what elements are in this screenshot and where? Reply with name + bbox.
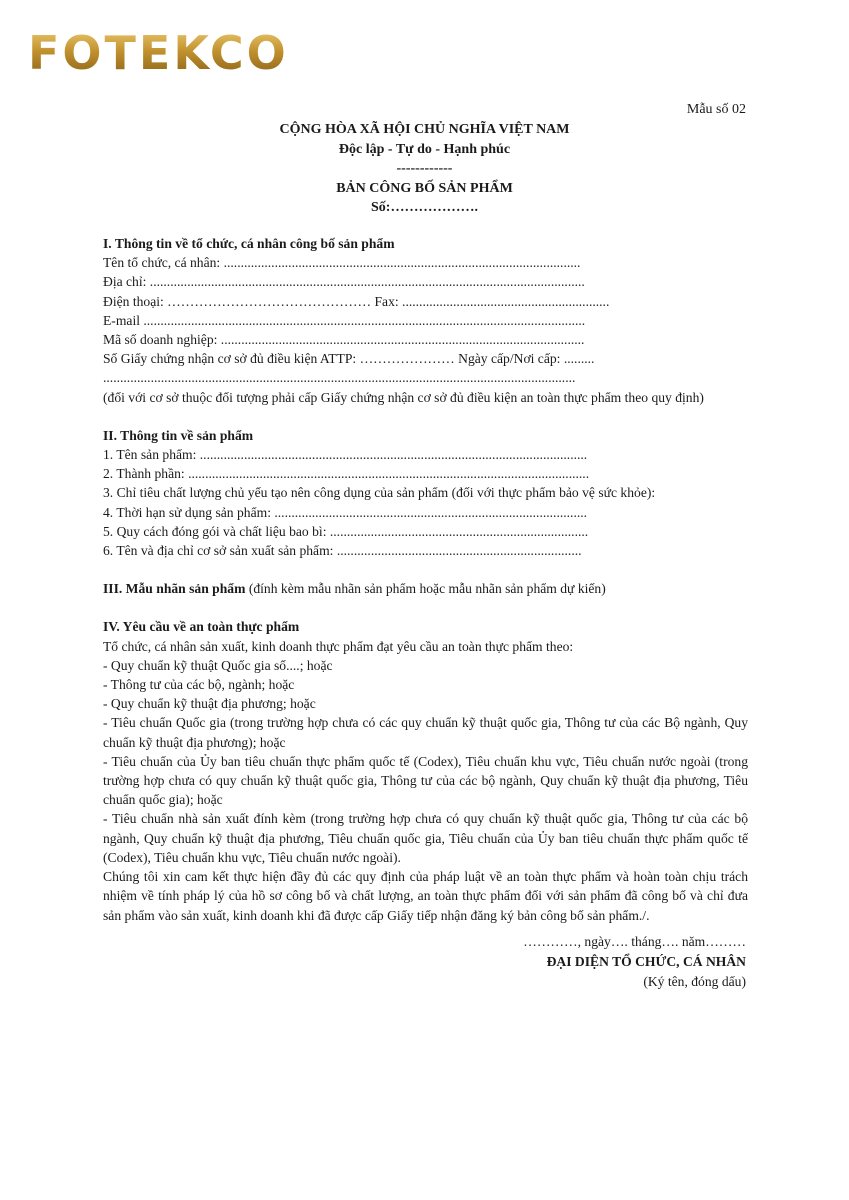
header-divider: ------------ <box>396 161 453 176</box>
attp-certificate-note: (đối với cơ sở thuộc đối tượng phải cấp Giấy chứng nhận cơ sở đủ điều kiện an toàn thực phẩm theo quy định) <box>103 389 704 405</box>
section-3-title: III. Mẫu nhãn sản phẩm <box>103 581 246 597</box>
safety-item: - Tiêu chuẩn nhà sản xuất đính kèm (trong trường hợp chưa có quy chuẩn kỹ thuật quốc gia, Thông tư của các bộ ngành, Quy chuẩn kỹ thuật địa phương, Tiêu chuẩn quốc gia, Tiêu chuẩn của Ủy ban tiêu chuẩn thực phẩm quốc tế (Codex), Tiêu chuẩn khu vực, Tiêu chuẩn nước ngoài). <box>103 811 748 865</box>
safety-item: - Tiêu chuẩn Quốc gia (trong trường hợp chưa có các quy chuẩn kỹ thuật quốc gia, Thông tư của các Bộ ngành, Quy chuẩn kỹ thuật địa phương); hoặc <box>103 715 748 750</box>
section-3 <box>103 579 748 598</box>
safety-intro: Tổ chức, cá nhân sản xuất, kinh doanh thực phẩm đạt yêu cầu an toàn thực phẩm theo: <box>103 638 574 654</box>
attp-certificate-continuation: ........................................................................................................................................... <box>103 370 576 386</box>
country-name: CỘNG HÒA XÃ HỘI CHỦ NGHĨA VIỆT NAM <box>279 122 570 137</box>
section-2-title: II. Thông tin về sản phẩm <box>103 427 254 443</box>
safety-item: - Thông tư của các bộ, ngành; hoặc <box>103 677 295 693</box>
product-name-field: 1. Tên sản phẩm: .................................................................................................................. <box>103 447 588 463</box>
document-body <box>103 234 748 925</box>
commitment-paragraph: Chúng tôi xin cam kết thực hiện đầy đủ các quy định của pháp luật về an toàn thực phẩm và hoàn toàn chịu trách nhiệm về tính pháp lý của hồ sơ công bố và chất lượng, an toàn thực phẩm đối với sản phẩm đã công bố và chỉ đưa sản phẩm vào sản xuất, kinh doanh khi đã được cấp Giấy tiếp nhận đăng ký bản công bố sản phẩm./. <box>103 869 748 923</box>
safety-item: - Tiêu chuẩn của Ủy ban tiêu chuẩn thực phẩm quốc tế (Codex), Tiêu chuẩn khu vực, Tiêu chuẩn nước ngoài (trong trường hợp chưa có quy chuẩn kỹ thuật quốc gia, Thông tư của các bộ ngành, Quy chuẩn kỹ thuật địa phương, Tiêu chuẩn quốc gia); hoặc <box>103 753 748 808</box>
ingredients-field: 2. Thành phần: ...................................................................................................................... <box>103 466 590 482</box>
signature-note: (Ký tên, đóng dấu) <box>643 974 746 989</box>
section-3-note: (đính kèm mẫu nhãn sản phẩm hoặc mẫu nhãn sản phẩm dự kiến) <box>245 581 606 597</box>
org-name-field: Tên tổ chức, cá nhân: ......................................................................................................... <box>103 255 581 271</box>
safety-item: - Quy chuẩn kỹ thuật Quốc gia số....; hoặc <box>103 657 333 673</box>
manufacturer-field: 6. Tên và địa chỉ cơ sở sản xuất sản phẩm: ........................................................................ <box>103 543 582 559</box>
safety-item: - Quy chuẩn kỹ thuật địa phương; hoặc <box>103 696 316 712</box>
email-field: E-mail .................................................................................................................................. <box>103 312 586 328</box>
shelf-life-field: 4. Thời hạn sử dụng sản phẩm: ............................................................................................ <box>103 504 588 520</box>
business-code-field: Mã số doanh nghiệp: ........................................................................................................... <box>103 332 585 348</box>
address-field: Địa chỉ: ................................................................................................................................ <box>103 274 585 290</box>
document-header <box>0 120 849 218</box>
attp-certificate-field: Số Giấy chứng nhận cơ sở đủ điều kiện ATTP: ………………… Ngày cấp/Nơi cấp: ......... <box>103 351 595 367</box>
section-1-title: I. Thông tin về tổ chức, cá nhân công bố sản phẩm <box>103 236 395 251</box>
form-number: Mẫu số 02 <box>686 102 746 117</box>
fotekco-logo: FOTEKCO <box>28 26 289 80</box>
document-number: Số:………………. <box>371 200 478 215</box>
signature-block <box>523 932 746 992</box>
quality-criteria-field: 3. Chỉ tiêu chất lượng chủ yếu tạo nên công dụng của sản phẩm (đối với thực phẩm bảo vệ sức khỏe): <box>103 485 656 501</box>
signature-title: ĐẠI DIỆN TỔ CHỨC, CÁ NHÂN <box>546 954 746 969</box>
packaging-field: 5. Quy cách đóng gói và chất liệu bao bì: ............................................................................ <box>103 523 589 539</box>
phone-fax-field: Điện thoại: ……………………………………… Fax: ............................................................. <box>103 293 610 309</box>
section-4-title: IV. Yêu cầu về an toàn thực phẩm <box>103 619 300 635</box>
signature-date-line: …………, ngày…. tháng…. năm……… <box>523 934 746 949</box>
document-title: BẢN CÔNG BỐ SẢN PHẨM <box>336 180 513 196</box>
national-motto: Độc lập - Tự do - Hạnh phúc <box>338 141 511 157</box>
